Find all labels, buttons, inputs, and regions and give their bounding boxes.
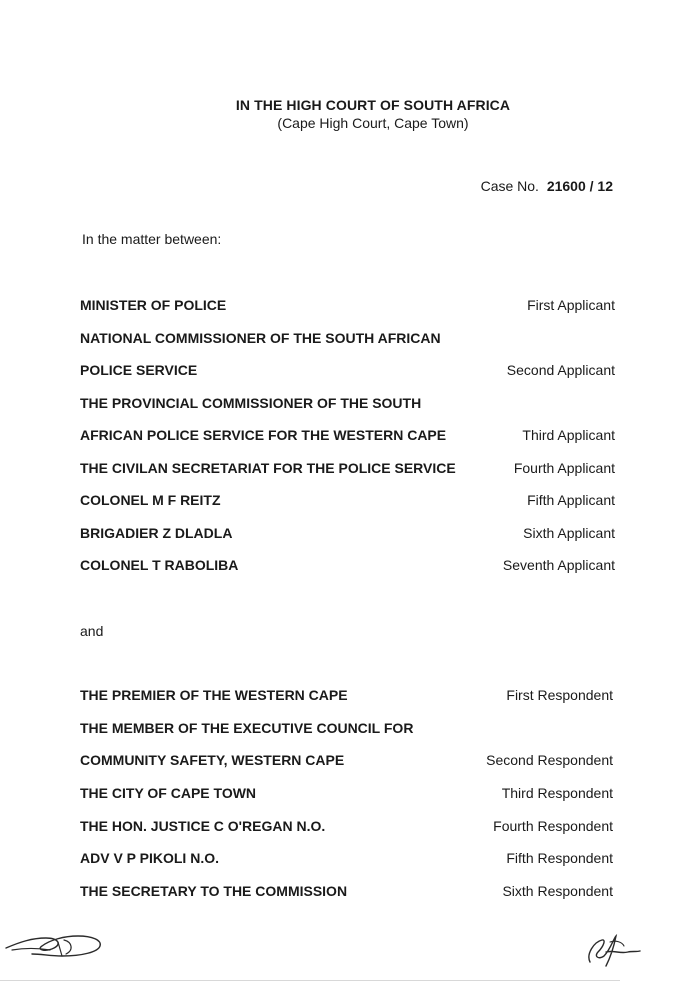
- respondent-row: [80, 818, 613, 838]
- applicant-name: AFRICAN POLICE SERVICE FOR THE WESTERN CAPE: [80, 427, 447, 443]
- respondent-role: First Respondent: [506, 687, 613, 703]
- applicant-row: [80, 297, 615, 317]
- applicant-row: [80, 362, 615, 382]
- applicant-role: Fifth Applicant: [527, 492, 615, 508]
- applicant-role: First Applicant: [527, 297, 615, 313]
- court-title: IN THE HIGH COURT OF SOUTH AFRICA: [235, 97, 511, 113]
- respondent-name: THE MEMBER OF THE EXECUTIVE COUNCIL FOR: [80, 720, 414, 736]
- court-division: (Cape High Court, Cape Town): [277, 115, 469, 131]
- applicant-role: Seventh Applicant: [502, 557, 615, 573]
- respondent-row: [80, 687, 613, 707]
- bottom-divider: [0, 980, 620, 981]
- applicant-name: POLICE SERVICE: [80, 362, 198, 378]
- handwritten-initials-right: [584, 932, 644, 972]
- applicant-row: [80, 460, 615, 480]
- applicant-role: Second Applicant: [506, 362, 615, 378]
- applicant-name: NATIONAL COMMISSIONER OF THE SOUTH AFRICAN: [80, 330, 441, 346]
- case-number-value: 21600 / 12: [546, 178, 613, 194]
- case-number-line: [481, 178, 613, 194]
- applicant-row: [80, 557, 615, 577]
- respondent-role: Fourth Respondent: [493, 818, 613, 834]
- respondent-role: Third Respondent: [501, 785, 613, 801]
- respondent-row: [80, 720, 613, 740]
- applicant-name: BRIGADIER Z DLADLA: [80, 525, 233, 541]
- case-number-label: Case No.: [480, 178, 539, 194]
- respondent-row: [80, 850, 613, 870]
- and-separator: and: [80, 623, 104, 639]
- respondent-name: THE PREMIER OF THE WESTERN CAPE: [80, 687, 348, 703]
- applicant-name: THE CIVILAN SECRETARIAT FOR THE POLICE SERVICE: [80, 460, 456, 476]
- applicant-name: MINISTER OF POLICE: [80, 297, 227, 313]
- respondent-name: THE SECRETARY TO THE COMMISSION: [80, 883, 348, 899]
- respondent-role: Sixth Respondent: [502, 883, 613, 899]
- applicant-row: [80, 330, 615, 350]
- matter-between-text: In the matter between:: [82, 231, 222, 247]
- applicant-row: [80, 525, 615, 545]
- respondent-name: COMMUNITY SAFETY, WESTERN CAPE: [80, 752, 345, 768]
- applicant-name: COLONEL T RABOLIBA: [80, 557, 239, 573]
- respondent-name: THE HON. JUSTICE C O'REGAN N.O.: [80, 818, 326, 834]
- applicant-row: [80, 492, 615, 512]
- applicant-role: Sixth Applicant: [523, 525, 615, 541]
- respondent-row: [80, 785, 613, 805]
- applicant-role: Third Applicant: [522, 427, 615, 443]
- respondent-row: [80, 883, 613, 903]
- respondent-role: Fifth Respondent: [506, 850, 613, 866]
- respondent-name: THE CITY OF CAPE TOWN: [80, 785, 257, 801]
- respondent-row: [80, 752, 613, 772]
- respondent-name: ADV V P PIKOLI N.O.: [80, 850, 219, 866]
- applicant-name: THE PROVINCIAL COMMISSIONER OF THE SOUTH: [80, 395, 422, 411]
- applicant-role: Fourth Applicant: [513, 460, 615, 476]
- applicant-name: COLONEL M F REITZ: [80, 492, 221, 508]
- applicant-row: [80, 427, 615, 447]
- applicant-row: [80, 395, 615, 415]
- handwritten-initials-left: [2, 926, 106, 966]
- respondent-role: Second Respondent: [486, 752, 613, 768]
